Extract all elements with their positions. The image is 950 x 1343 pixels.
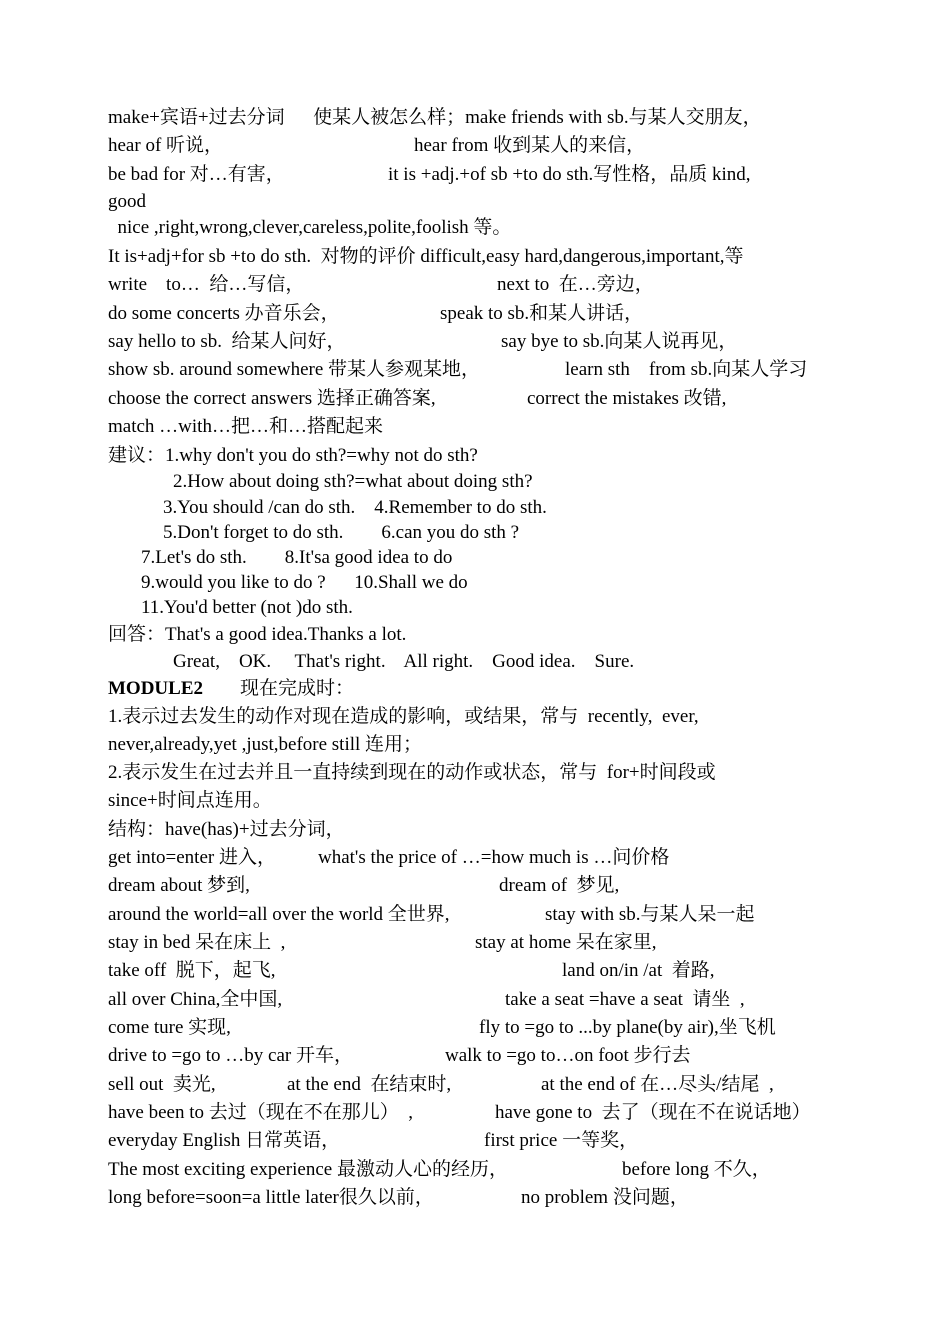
text-line: good xyxy=(108,191,146,212)
text-line: before long 不久， xyxy=(622,1159,771,1180)
text-line: 2.How about doing sth?=what about doing sth? xyxy=(173,471,533,492)
text-line: have been to 去过（现在不在那儿） , xyxy=(108,1102,414,1123)
text-line: everyday English 日常英语， xyxy=(108,1130,341,1151)
text-line: 建议：1.why don't you do sth?=why not do sth? xyxy=(108,445,478,466)
text-line: it is +adj.+of sb +to do sth.写性格，品质 kind, xyxy=(388,164,751,185)
text-line: at the end of 在…尽头/结尾 , xyxy=(541,1074,774,1095)
text-line: correct the mistakes 改错, xyxy=(527,388,727,409)
text-line: choose the correct answers 选择正确答案, xyxy=(108,388,436,409)
text-line: 3.You should /can do sth. 4.Remember to do sth. xyxy=(163,497,547,518)
text-line: around the world=all over the world 全世界, xyxy=(108,904,450,925)
text-line: speak to sb.和某人讲话， xyxy=(440,303,644,324)
text-line: 回答：That's a good idea.Thanks a lot. xyxy=(108,624,407,645)
module-heading: MODULE2 xyxy=(108,678,203,699)
text-line: say hello to sb. 给某人问好， xyxy=(108,331,346,352)
text-line: 5.Don't forget to do sth. 6.can you do sth ? xyxy=(163,522,520,543)
text-line: learn sth from sb.向某人学习 xyxy=(565,359,808,380)
text-line: stay with sb.与某人呆一起 xyxy=(545,904,755,925)
text-line: at the end 在结束时, xyxy=(287,1074,452,1095)
text-line: hear from 收到某人的来信， xyxy=(414,135,646,156)
text-line: all over China,全中国, xyxy=(108,989,283,1010)
text-line: 9.would you like to do ? 10.Shall we do xyxy=(141,572,468,593)
text-line: never,already,yet ,just,before still 连用； xyxy=(108,734,423,755)
text-line: make+宾语+过去分词 使某人被怎么样；make friends with sb.与某人交朋友， xyxy=(108,107,762,128)
text-line: dream of 梦见, xyxy=(499,875,620,896)
text-line: 结构：have(has)+过去分词， xyxy=(108,819,345,840)
text-line: long before=soon=a little later很久以前， xyxy=(108,1187,434,1208)
text-line: land on/in /at 着路, xyxy=(562,960,715,981)
text-line: show sb. around somewhere 带某人参观某地， xyxy=(108,359,481,380)
text-line: be bad for 对…有害， xyxy=(108,164,285,185)
text-line: Great, OK. That's right. All right. Good idea. Sure. xyxy=(173,651,635,672)
text-line: walk to =go to…on foot 步行去 xyxy=(445,1045,691,1066)
text-line: what's the price of …=how much is …问价格 xyxy=(318,847,670,868)
text-line: next to 在…旁边， xyxy=(497,274,654,295)
text-line: sell out 卖光, xyxy=(108,1074,216,1095)
text-line: drive to =go to …by car 开车， xyxy=(108,1045,354,1066)
text-line: have gone to 去了（现在不在说话地） xyxy=(495,1102,811,1123)
text-line: 1.表示过去发生的动作对现在造成的影响，或结果，常与 recently, ever, xyxy=(108,706,699,727)
text-line: 7.Let's do sth. 8.It'sa good idea to do xyxy=(141,547,453,568)
text-line: nice ,right,wrong,clever,careless,polite,foolish 等。 xyxy=(108,217,512,238)
text-line: 现在完成时： xyxy=(240,678,355,699)
text-line: get into=enter 进入， xyxy=(108,847,276,868)
text-line: 11.You'd better (not )do sth. xyxy=(141,597,353,618)
text-line: first price 一等奖， xyxy=(484,1130,639,1151)
text-line: take a seat =have a seat 请坐 , xyxy=(505,989,745,1010)
text-line: no problem 没问题， xyxy=(521,1187,689,1208)
text-line: write to… 给…写信， xyxy=(108,274,305,295)
text-line: stay at home 呆在家里, xyxy=(475,932,657,953)
text-line: come ture 实现, xyxy=(108,1017,231,1038)
text-line: since+时间点连用。 xyxy=(108,790,272,811)
text-line: do some concerts 办音乐会， xyxy=(108,303,340,324)
text-line: match …with…把…和…搭配起来 xyxy=(108,416,383,437)
text-line: hear of 听说， xyxy=(108,135,224,156)
text-line: 2.表示发生在过去并且一直持续到现在的动作或状态，常与 for+时间段或 xyxy=(108,762,716,783)
text-line: stay in bed 呆在床上 , xyxy=(108,932,286,953)
text-line: It is+adj+for sb +to do sth. 对物的评价 difficult,easy hard,dangerous,important,等 xyxy=(108,246,744,267)
text-line: dream about 梦到, xyxy=(108,875,250,896)
text-line: The most exciting experience 最激动人心的经历， xyxy=(108,1159,508,1180)
text-line: say bye to sb.向某人说再见， xyxy=(501,331,738,352)
text-line: take off 脱下，起飞, xyxy=(108,960,276,981)
text-line: fly to =go to ...by plane(by air),坐飞机 xyxy=(479,1017,776,1038)
